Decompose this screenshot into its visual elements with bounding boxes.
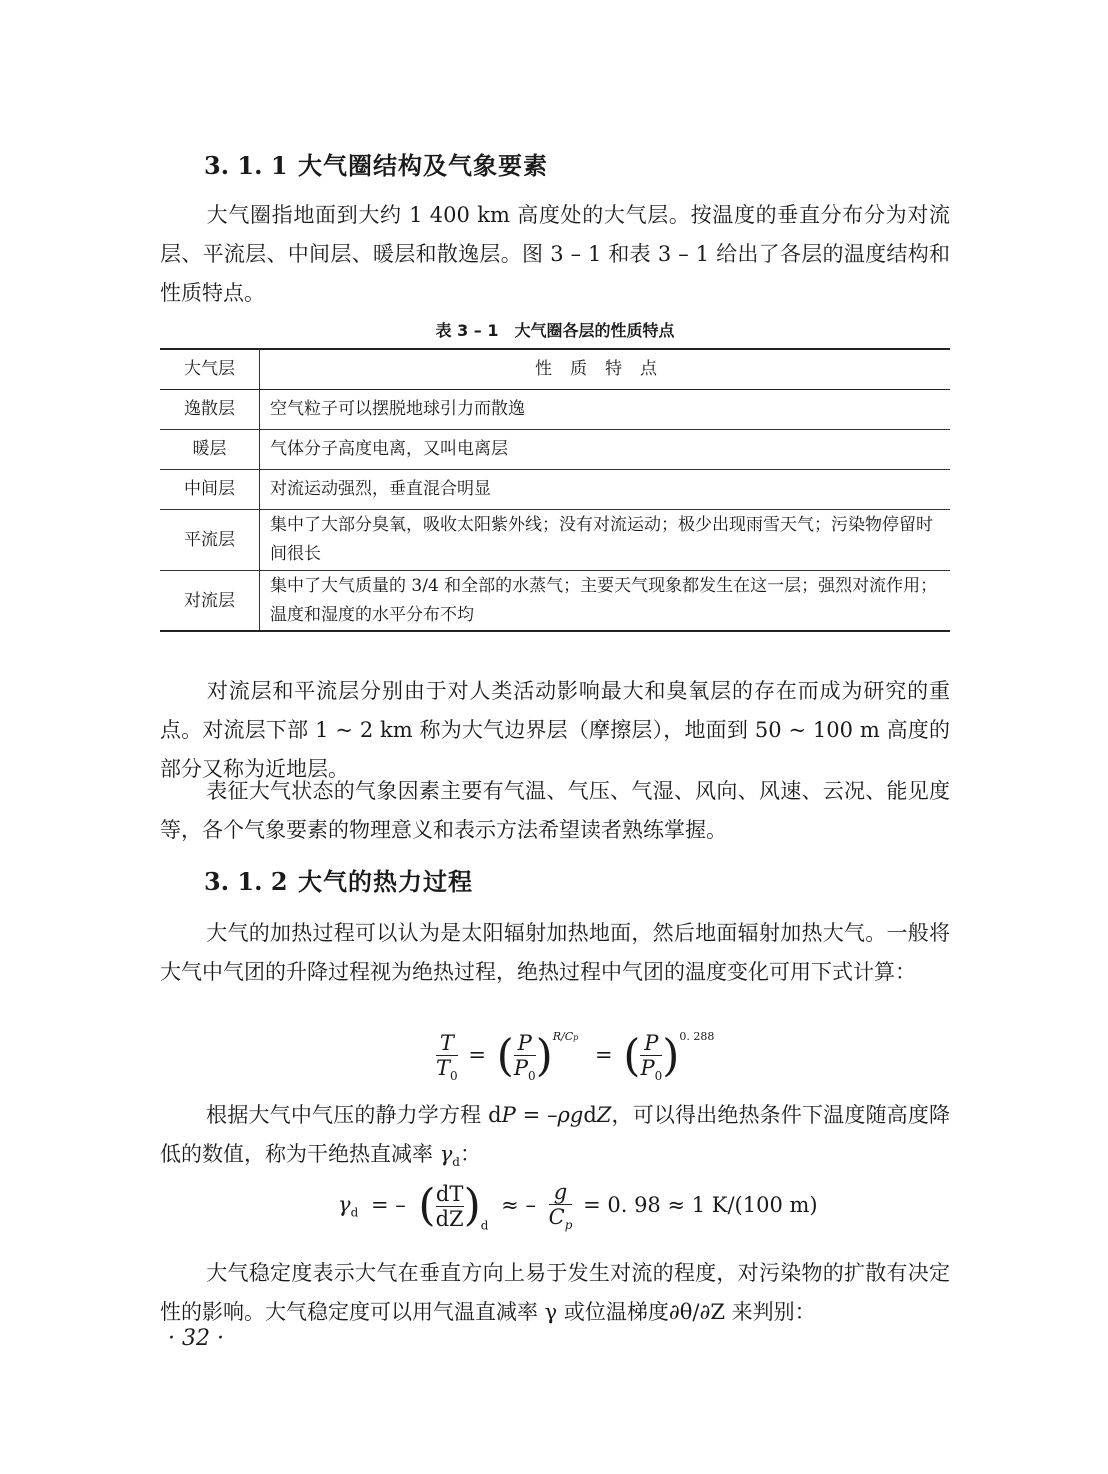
paragraph-meteorological-factors: 表征大气状态的气象因素主要有气温、气压、气湿、风向、风速、云况、能见度等，各个气象要素的物理意义和表示方法希望读者熟练掌握。 [160, 779, 950, 842]
fraction-p-over-p0: $\frac{P}{P_0}$ [513, 1030, 536, 1083]
header-feature: 性质特点 [260, 349, 951, 390]
table-row [160, 571, 950, 632]
table-row [160, 470, 950, 510]
fraction-g-over-cp: $\frac{g}{C_p}$ [548, 1180, 573, 1232]
table-bottom-rule [160, 630, 950, 632]
section-title: 大气的热力过程 [298, 868, 473, 896]
table-row [160, 430, 950, 470]
section-heading-3-1-1 [204, 146, 548, 181]
paragraph-atmosphere-intro: 大气圈指地面到大约 1 400 km 高度处的大气层。按温度的垂直分布分为对流层、平流层、中间层、暖层和散逸层。图 3 – 1 和表 3 – 1 给出了各层的温度结构和性质特点。 [160, 203, 950, 305]
fraction-t-over-t0: $\frac{T}{T_0}$ [436, 1030, 458, 1083]
layer-feature: 气体分子高度电离，又叫电离层 [260, 430, 951, 470]
paragraph-troposphere: 对流层和平流层分别由于对人类活动影响最大和臭氧层的存在而成为研究的重点。对流层下部 1 ~ 2 km 称为大气边界层（摩擦层），地面到 50 ~ 100 m 高度的部分又称为近地层。 [160, 679, 950, 781]
atmosphere-layers-table [160, 349, 950, 631]
layer-name: 逸散层 [160, 390, 260, 430]
fraction-p-over-p0: $\frac{P}{P_0}$ [640, 1030, 663, 1083]
section-number: 3. 1. 2 [204, 867, 288, 896]
paragraph-atmospheric-stability: 大气稳定度表示大气在垂直方向上易于发生对流的程度，对污染物的扩散有决定性的影响。大气稳定度可以用气温直减率 γ 或位温梯度∂θ/∂Z 来判别： [160, 1261, 950, 1324]
layer-name: 平流层 [160, 510, 260, 571]
table-row [160, 510, 950, 571]
layer-name: 暖层 [160, 430, 260, 470]
layer-name: 对流层 [160, 571, 260, 632]
paragraph-heating-process: 大气的加热过程可以认为是太阳辐射加热地面，然后地面辐射加热大气。一般将大气中气团的升降过程视为绝热过程，绝热过程中气团的温度变化可用下式计算： [160, 921, 950, 984]
layer-name: 中间层 [160, 470, 260, 510]
header-layer: 大气层 [160, 349, 260, 390]
adiabatic-temperature-formula: $\frac{T}{T_0}$ = ( $\frac{P}{P_0}$ )$^{R/Cp}$ = ( $\frac{P}{P_0}$ )$^{0. 288}$ [436, 1030, 715, 1083]
page-number: · 32 · [168, 1326, 224, 1351]
section-heading-3-1-2 [204, 862, 473, 897]
dry-adiabatic-lapse-rate-formula: $\gamma_d$ = – ( $\frac{dT}{dZ}$ )$_d$ ≈ – $\frac{g}{C_p}$ = 0. 98 ≈ 1 K/(100 m) [338, 1180, 818, 1233]
fraction-dt-over-dz: $\frac{dT}{dZ}$ [435, 1181, 464, 1231]
table-caption: 表 3 – 1 大气圈各层的性质特点 [435, 321, 675, 340]
section-number: 3. 1. 1 [204, 151, 288, 180]
layer-feature: 集中了大部分臭氧，吸收太阳紫外线；没有对流运动；极少出现雨雪天气；污染物停留时间很长 [260, 510, 951, 571]
paragraph-hydrostatic-equation: 根据大气中气压的静力学方程 dP = –ρgdZ，可以得出绝热条件下温度随高度降低的数值，称为干绝热直减率 $\gamma_d$： [160, 1103, 950, 1169]
section-title: 大气圈结构及气象要素 [298, 152, 548, 180]
layer-feature: 对流运动强烈，垂直混合明显 [260, 470, 951, 510]
layer-feature: 集中了大气质量的 3/4 和全部的水蒸气；主要天气现象都发生在这一层；强烈对流作用；温度和湿度的水平分布不均 [270, 576, 938, 625]
table-row [160, 390, 950, 430]
layer-feature: 空气粒子可以摆脱地球引力而散逸 [260, 390, 951, 430]
table-header-row [160, 349, 950, 390]
